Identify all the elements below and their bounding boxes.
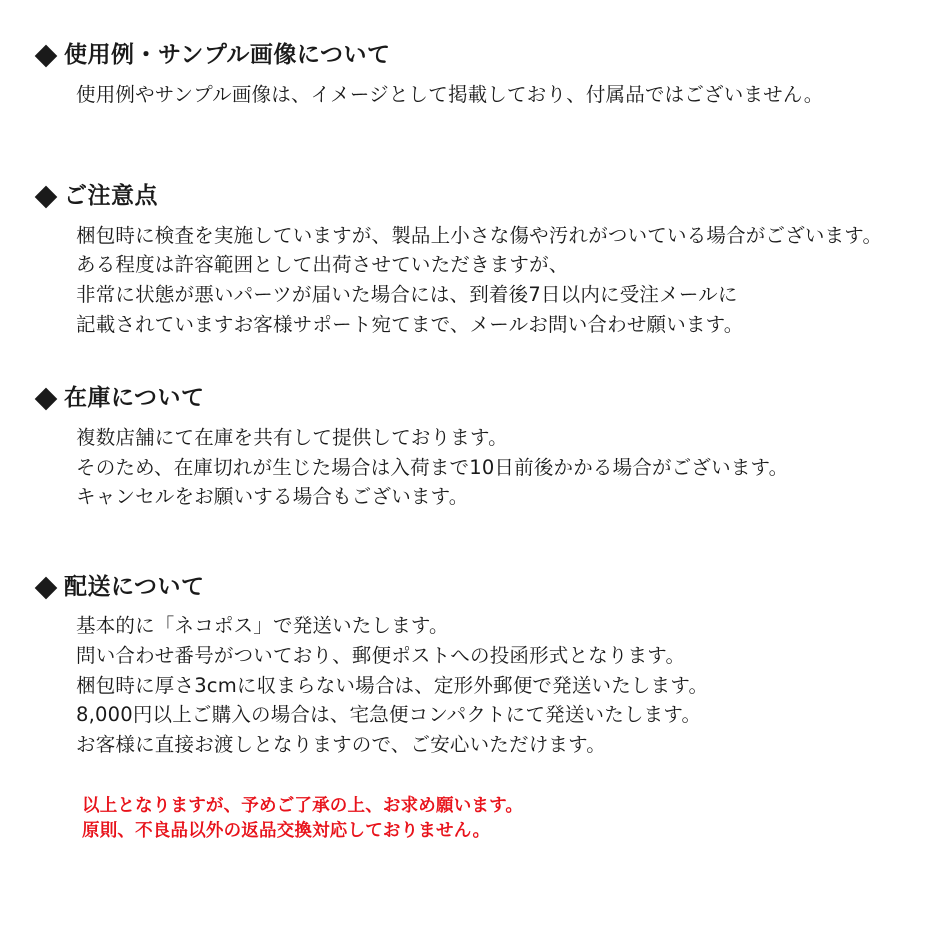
body-line: お客様に直接お渡しとなりますので、ご安心いただけます。 (76, 732, 606, 756)
diamond-bullet-icon (35, 44, 58, 67)
diamond-bullet-icon (35, 186, 58, 209)
spacer (34, 339, 920, 385)
diamond-bullet-icon (35, 576, 58, 599)
body-line: 複数店舗にて在庫を共有して提供しております。 (76, 425, 508, 449)
section-stock (34, 385, 920, 511)
red-notice (34, 794, 920, 845)
body-line: 梱包時に検査を実施していますが、製品上小さな傷や汚れがついている場合がございます。 (76, 223, 883, 247)
section-usage-samples (34, 42, 920, 109)
body-line: 使用例やサンプル画像は、イメージとして掲載しており、付属品ではございません。 (76, 82, 824, 106)
section-heading (34, 42, 920, 70)
section-body (34, 80, 920, 110)
section-body (34, 221, 920, 340)
spacer (34, 512, 920, 574)
section-title: ご注意点 (64, 183, 158, 210)
body-line: 8,000円以上ご購入の場合は、宅急便コンパクトにて発送いたします。 (76, 703, 702, 727)
body-line: キャンセルをお願いする場合もございます。 (76, 485, 469, 509)
section-heading (34, 385, 920, 413)
section-heading (34, 574, 920, 602)
section-body (34, 423, 920, 512)
section-heading (34, 183, 920, 211)
section-title: 在庫について (64, 385, 205, 412)
section-cautions (34, 183, 920, 339)
section-body (34, 611, 920, 759)
diamond-bullet-icon (35, 388, 58, 411)
body-line: 非常に状態が悪いパーツが届いた場合には、到着後7日以内に受注メールに (76, 283, 738, 307)
body-line: 問い合わせ番号がついており、郵便ポストへの投函形式となります。 (76, 644, 686, 667)
section-title: 配送について (64, 573, 205, 600)
body-line: そのため、在庫切れが生じた場合は入荷まで10日前後かかる場合がございます。 (76, 455, 789, 479)
body-line: 記載されていますお客様サポート宛てまで、メールお問い合わせ願います。 (76, 312, 744, 336)
notice-line: 原則、不良品以外の返品交換対応しておりません。 (82, 820, 491, 841)
notice-line: 以上となりますが、予めご了承の上、お求め願います。 (82, 795, 524, 816)
section-title: 使用例・サンプル画像について (64, 42, 391, 68)
body-line: 梱包時に厚さ3cmに収まらない場合は、定形外郵便で発送いたします。 (76, 673, 709, 697)
body-line: 基本的に「ネコポス」で発送いたします。 (76, 614, 449, 638)
section-shipping (34, 574, 920, 760)
spacer (34, 109, 920, 183)
body-line: ある程度は許容範囲として出荷させていただきますが、 (76, 253, 569, 277)
